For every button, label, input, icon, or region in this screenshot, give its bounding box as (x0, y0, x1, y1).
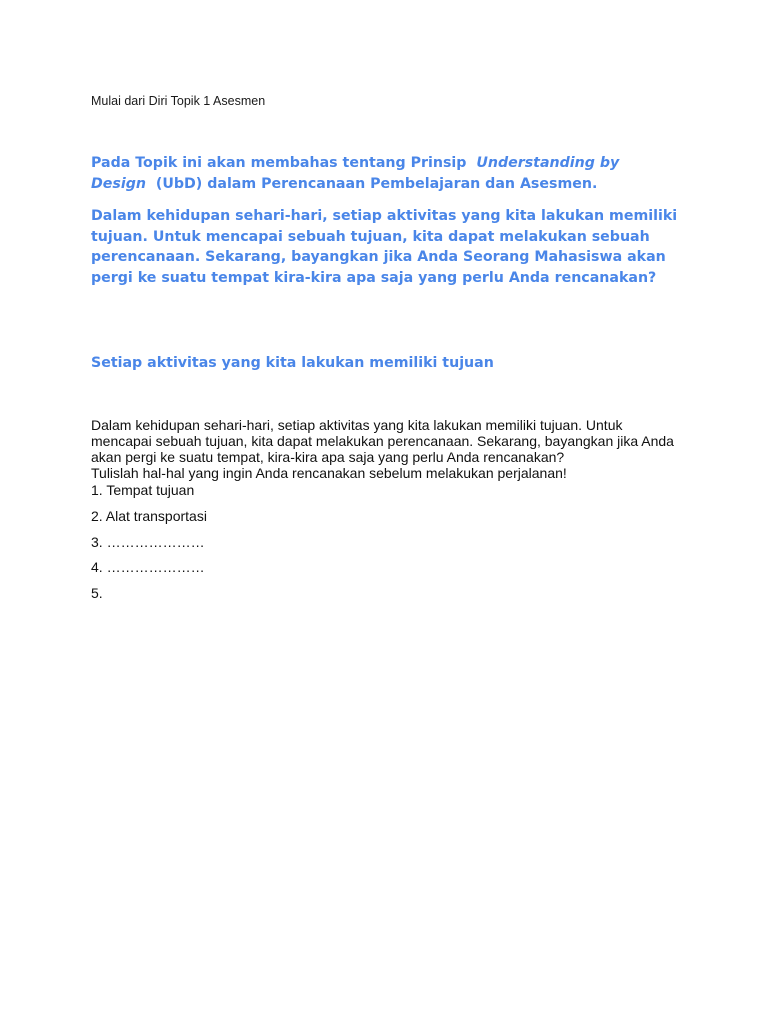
body-line: Dalam kehidupan sehari-hari, setiap aktivitas yang kita lakukan memiliki tujuan. Untuk (91, 417, 623, 433)
context-paragraph: Dalam kehidupan sehari-hari, setiap aktivitas yang kita lakukan memiliki tujuan. Untuk mencapai sebuah tujuan, kita dapat melakukan sebuah perencanaan. Sekarang, bayangkan jika Anda Seorang Mahasiswa akan pergi ke suatu tempat kira-kira apa saja yang perlu Anda rencanakan? (91, 208, 678, 286)
list-item: 4. ………………… (91, 559, 205, 575)
body-line: mencapai sebuah tujuan, kita dapat melakukan perencanaan. Sekarang, bayangkan jika Anda (91, 433, 674, 449)
list-item: 5. (91, 585, 103, 601)
body-line: Tulislah hal-hal yang ingin Anda rencanakan sebelum melakukan perjalanan! (91, 465, 567, 481)
list-item: 3. ………………… (91, 534, 205, 550)
intro-text-end: (UbD) dalam Perencanaan Pembelajaran dan Asesmen. (155, 175, 598, 192)
intro-italic-term: Understanding by Design (91, 155, 620, 192)
section-heading: Setiap aktivitas yang kita lakukan memiliki tujuan (91, 355, 494, 371)
body-line: akan pergi ke suatu tempat, kira-kira apa saja yang perlu Anda rencanakan? (91, 449, 565, 465)
intro-paragraph (91, 153, 681, 194)
intro-text-start: Pada Topik ini akan membahas tentang Prinsip (91, 155, 467, 171)
document-header: Mulai dari Diri Topik 1 Asesmen (91, 94, 266, 108)
body-paragraph (91, 417, 681, 481)
list-item: 1. Tempat tujuan (91, 482, 195, 498)
list-item: 2. Alat transportasi (91, 508, 207, 524)
